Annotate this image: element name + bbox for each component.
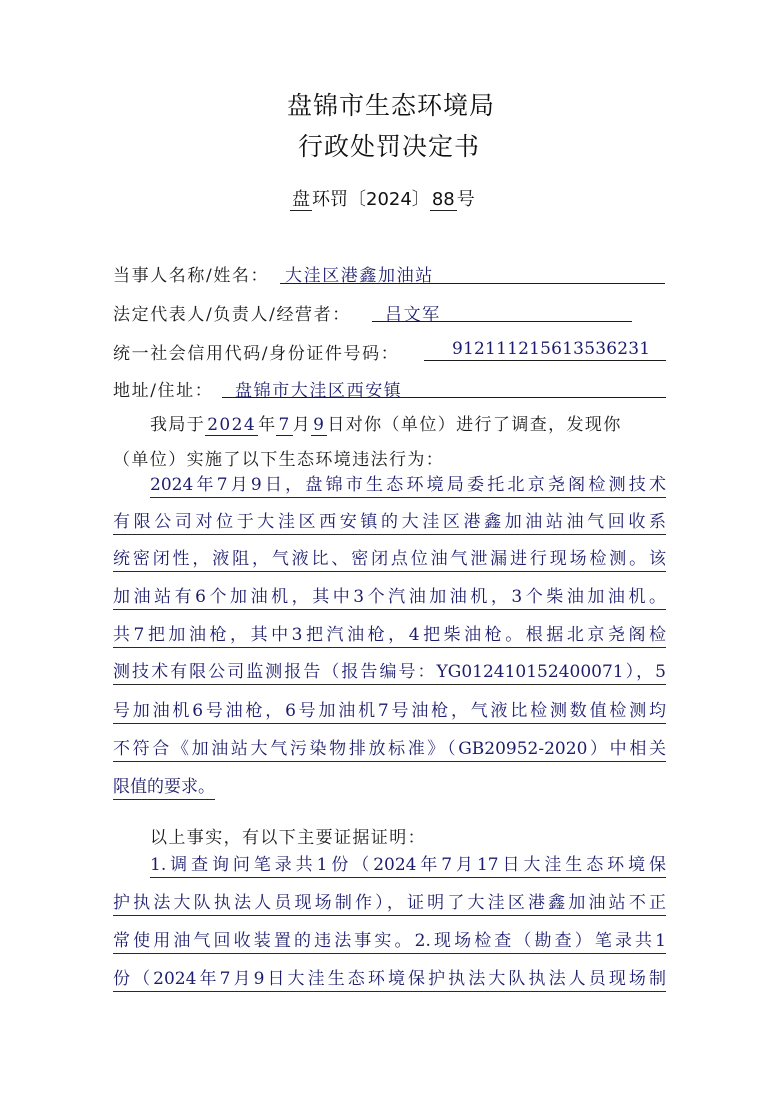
party-name-value: 大洼区港鑫加油站: [285, 266, 434, 286]
address-underline: [222, 397, 666, 398]
violation-line: 不符合《加油站大气污染物排放标准》（GB20952-2020）中相关: [113, 738, 666, 762]
violation-line: 有限公司对位于大洼区西安镇的大洼区港鑫加油站油气回收系: [113, 511, 666, 535]
legal-rep-value: 吕文军: [385, 305, 441, 325]
party-name-underline: [280, 283, 665, 284]
legal-rep-label: 法定代表人/负责人/经营者：: [113, 305, 351, 325]
investigation-year: 2024: [207, 415, 257, 435]
investigation-month: 7: [278, 415, 291, 435]
violation-line: 加油站有6个加油机，其中3个汽油加油机，3个柴油加油机。: [113, 586, 666, 610]
credit-code-value: 912111215613536231: [452, 339, 651, 359]
agency-title: 盘锦市生态环境局: [287, 91, 496, 120]
violation-line: 限值的要求。: [113, 776, 215, 800]
address-label: 地址/住址：: [113, 381, 214, 401]
intro-line-1: [150, 410, 622, 435]
intro-text-a: 我局于: [150, 415, 206, 435]
address-value: 盘锦市大洼区西安镇: [235, 381, 403, 401]
doc-no-mid: 环罚〔2024〕: [312, 189, 430, 210]
party-name-label: 当事人名称/姓名：: [113, 266, 270, 286]
intro-line-2: （单位）实施了以下生态环境违法行为：: [113, 450, 445, 470]
intro-text-d: 日对你（单位）进行了调查，发现你: [327, 415, 622, 435]
violation-line: 2024年7月9日，盘锦市生态环境局委托北京尧阁检测技术: [150, 474, 666, 498]
violation-line: 号加油机6号油枪，6号加油机7号油枪，气液比检测数值检测均: [113, 700, 666, 724]
investigation-day: 9: [313, 415, 326, 435]
evidence-line: 常使用油气回收装置的违法事实。2.现场检查（勘查）笔录共1: [113, 930, 666, 954]
doc-no-suffix: 号: [456, 189, 475, 210]
credit-code-label: 统一社会信用代码/身份证件号码：: [113, 344, 400, 364]
violation-line: 测技术有限公司监测报告（报告编号：YG012410152400071），5: [113, 661, 666, 685]
evidence-line: 1.调查询问笔录共1份（2024年7月17日大洼生态环境保: [150, 854, 666, 878]
evidence-intro: 以上事实，有以下主要证据证明：: [150, 828, 426, 848]
intro-text-b: 年: [258, 415, 277, 435]
violation-line: 共7把加油枪，其中3把汽油枪，4把柴油枪。根据北京尧阁检: [113, 624, 666, 648]
doc-no-number: 88: [431, 189, 455, 210]
intro-text-c: 月: [292, 415, 312, 435]
document-type-title: 行政处罚决定书: [298, 132, 481, 161]
evidence-line: 护执法大队执法人员现场制作），证明了大洼区港鑫加油站不正: [113, 892, 666, 916]
violation-line: 统密闭性，液阻，气液比、密闭点位油气泄漏进行现场检测。该: [113, 548, 666, 572]
evidence-line: 份（2024年7月9日大洼生态环境保护执法大队执法人员现场制: [113, 968, 666, 992]
document-number: [290, 185, 475, 211]
doc-no-prefix: 盘: [292, 189, 310, 210]
credit-code-underline: [424, 360, 666, 361]
legal-rep-underline: [372, 321, 632, 322]
